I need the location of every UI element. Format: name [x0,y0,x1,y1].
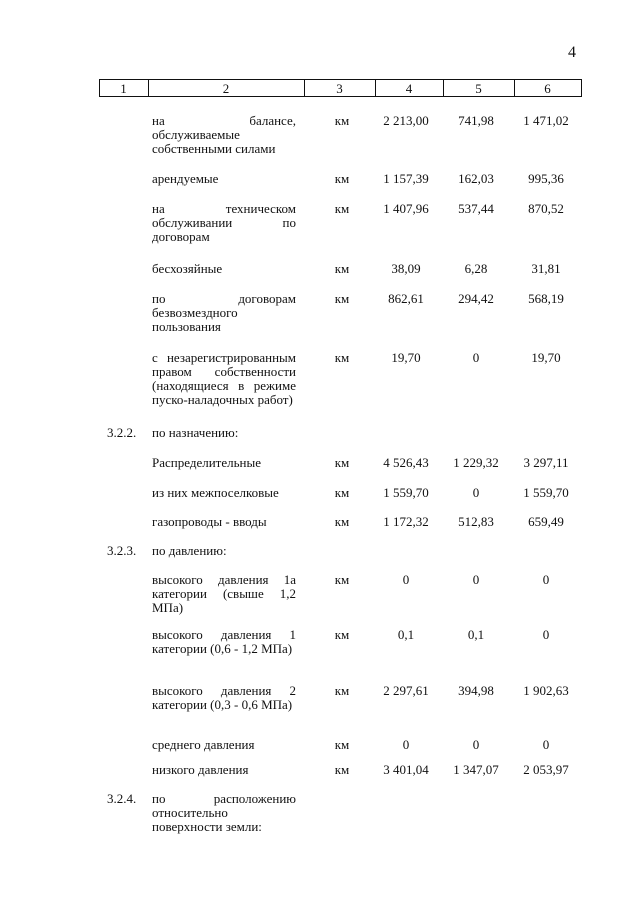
header-col-1: 1 [120,81,127,96]
row-value-col4: 1 172,32 [383,514,429,529]
row-value-col6: 659,49 [528,514,564,529]
row-value-col6: 995,36 [528,171,564,186]
row-value-col6: 0 [542,572,550,587]
row-value-col4: 4 526,43 [383,455,429,470]
row-value-col4: 38,09 [391,261,421,276]
row-value-col4: 0 [402,572,410,587]
row-value-col6: 1 559,70 [523,485,569,500]
row-value-col4: 1 559,70 [383,485,429,500]
row-value-col5: 512,83 [458,514,494,529]
row-unit: км [334,572,350,587]
row-label: по договорам безвозмездного пользования [152,291,296,334]
row-value-col4: 0 [402,737,410,752]
row-value-col6: 870,52 [528,201,564,216]
row-unit: км [334,514,350,529]
row-unit: км [334,113,350,128]
header-col-4: 4 [405,81,413,96]
row-unit: км [334,485,350,500]
row-value-col6: 0 [542,737,550,752]
row-value-col6: 3 297,11 [523,455,569,470]
row-label: на балансе, обслуживаемые собственными силами [152,113,296,156]
row-value-col6: 2 053,97 [523,762,569,777]
row-value-col5: 0 [472,485,480,500]
header-col-2: 2 [222,81,230,96]
row-unit: км [334,350,350,365]
row-value-col5: 1 347,07 [453,762,499,777]
row-value-col5: 6,28 [464,261,488,276]
section-number: 3.2.2. [107,425,137,440]
row-unit: км [334,455,350,470]
row-unit: км [334,737,350,752]
row-label: высокого давления 2 категории (0,3 - 0,6 МПа) [152,683,296,712]
row-value-col5: 0 [472,350,480,365]
row-value-col5: 0 [472,572,480,587]
row-value-col5: 0 [472,737,480,752]
row-unit: км [334,627,350,642]
section-title: по давлению: [152,543,227,558]
row-value-col4: 2 297,61 [383,683,429,698]
header-col-3: 3 [336,81,343,96]
row-label: низкого давления [152,762,249,777]
row-value-col5: 162,03 [458,171,494,186]
table-header [99,79,582,97]
row-value-col4: 0,1 [397,627,415,642]
row-value-col5: 741,98 [458,113,494,128]
row-value-col6: 1 471,02 [523,113,569,128]
row-label: арендуемые [152,171,219,186]
row-value-col6: 31,81 [531,261,561,276]
header-col-6: 6 [544,81,551,96]
row-label: среднего давления [152,737,255,752]
row-value-col4: 1 157,39 [383,171,429,186]
row-unit: км [334,201,350,216]
row-label: бесхозяйные [152,261,223,276]
section-title: по расположению относительно поверхности земли: [152,791,296,834]
row-label: Распределительные [152,455,261,470]
section-title: по назначению: [152,425,239,440]
row-value-col5: 0,1 [467,627,485,642]
section-number: 3.2.3. [107,543,137,558]
row-unit: км [334,762,350,777]
row-value-col5: 394,98 [458,683,494,698]
row-value-col5: 537,44 [458,201,494,216]
row-value-col6: 0 [542,627,550,642]
row-value-col4: 1 407,96 [383,201,429,216]
row-unit: км [334,171,350,186]
row-label: из них межпоселковые [152,485,279,500]
row-value-col4: 19,70 [391,350,421,365]
page-number: 4 [568,44,576,61]
row-label: на техническом обслуживании по договорам [152,201,296,244]
row-value-col6: 1 902,63 [523,683,569,698]
row-label: высокого давления 1а категории (свыше 1,2 МПа) [152,572,296,615]
row-label: с незарегистрированным правом собственности (находящиеся в режиме пуско-наладочных работ) [152,350,296,407]
row-label: высокого давления 1 категории (0,6 - 1,2 МПа) [152,627,296,656]
header-col-5: 5 [475,81,482,96]
row-value-col6: 19,70 [531,350,561,365]
row-unit: км [334,683,350,698]
row-value-col5: 294,42 [458,291,494,306]
row-value-col6: 568,19 [528,291,564,306]
row-label: газопроводы - вводы [152,514,267,529]
row-value-col4: 3 401,04 [383,762,429,777]
row-unit: км [334,261,350,276]
row-value-col4: 862,61 [388,291,424,306]
row-value-col4: 2 213,00 [383,113,429,128]
section-number: 3.2.4. [107,791,137,806]
row-unit: км [334,291,350,306]
row-value-col5: 1 229,32 [453,455,499,470]
